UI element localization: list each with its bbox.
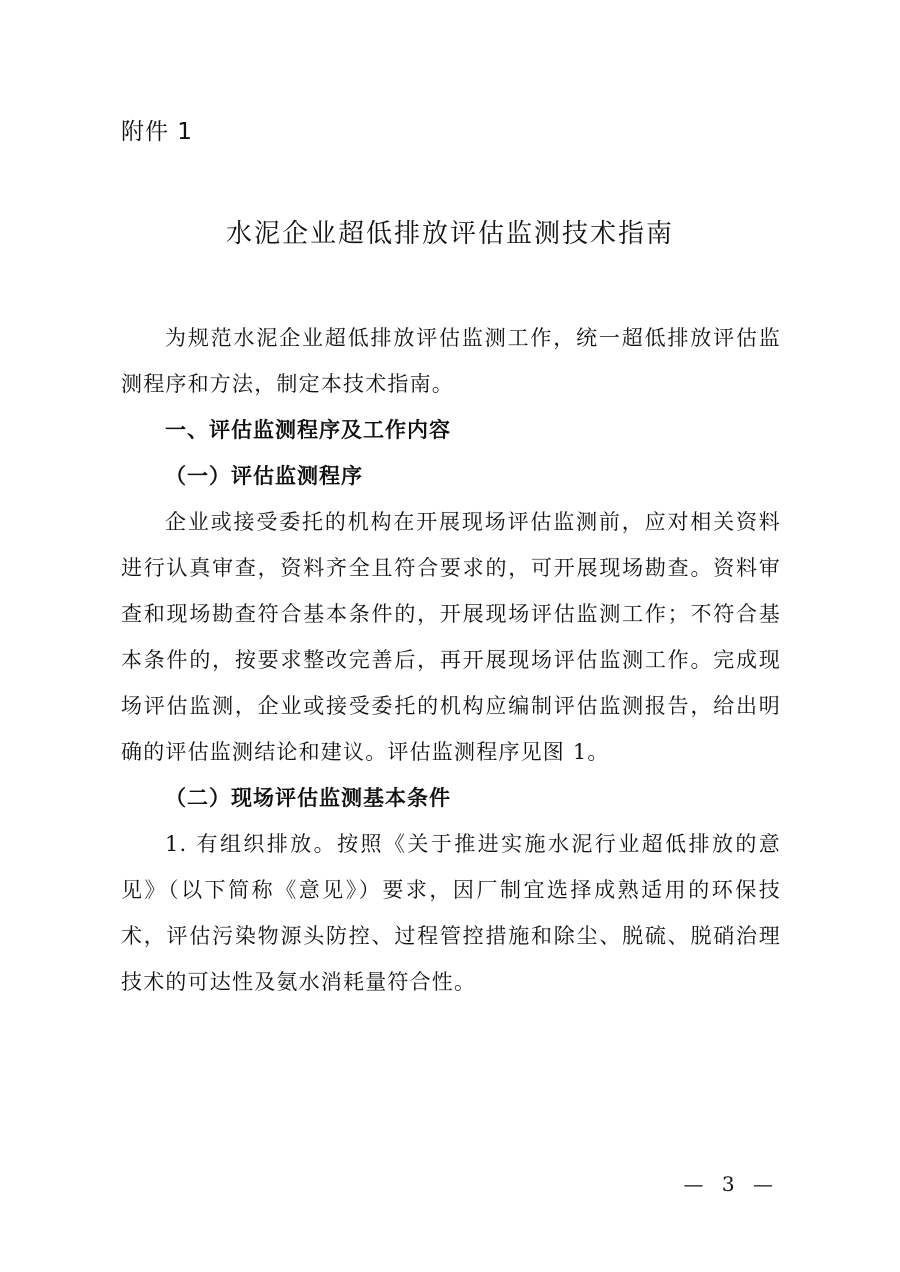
section-heading-1: 一、评估监测程序及工作内容: [165, 418, 451, 442]
subsection-1-paragraph: 企业或接受委托的机构在开展现场评估监测前，应对相关资料进行认真审查，资料齐全且符合要求的，可开展现场勘查。资料审查和现场勘查符合基本条件的，开展现场评估监测工作；不符合基本条件的，按要求整改完善后，再开展现场评估监测工作。完成现场评估监测，企业或接受委托的机构应编制评估监测报告，给出明确的评估监测结论和建议。评估监测程序见图 1。: [121, 510, 781, 764]
page-number: — 3 —: [683, 1172, 779, 1196]
subsection-2-paragraph: 1. 有组织排放。按照《关于推进实施水泥行业超低排放的意见》（以下简称《意见》）要求，因厂制宜选择成熟适用的环保技术，评估污染物源头防控、过程管控措施和除尘、脱硫、脱硝治理技术的可达性及氨水消耗量符合性。: [121, 832, 781, 994]
document-body: [121, 315, 781, 1005]
attachment-label: 附件 1: [121, 119, 193, 145]
subsection-heading-1: （一）评估监测程序: [165, 463, 363, 488]
subsection-heading-2: （二）现场评估监测基本条件: [165, 785, 451, 810]
document-title: 水泥企业超低排放评估监测技术指南: [225, 219, 674, 249]
intro-paragraph: 为规范水泥企业超低排放评估监测工作，统一超低排放评估监测程序和方法，制定本技术指南。: [121, 326, 781, 396]
